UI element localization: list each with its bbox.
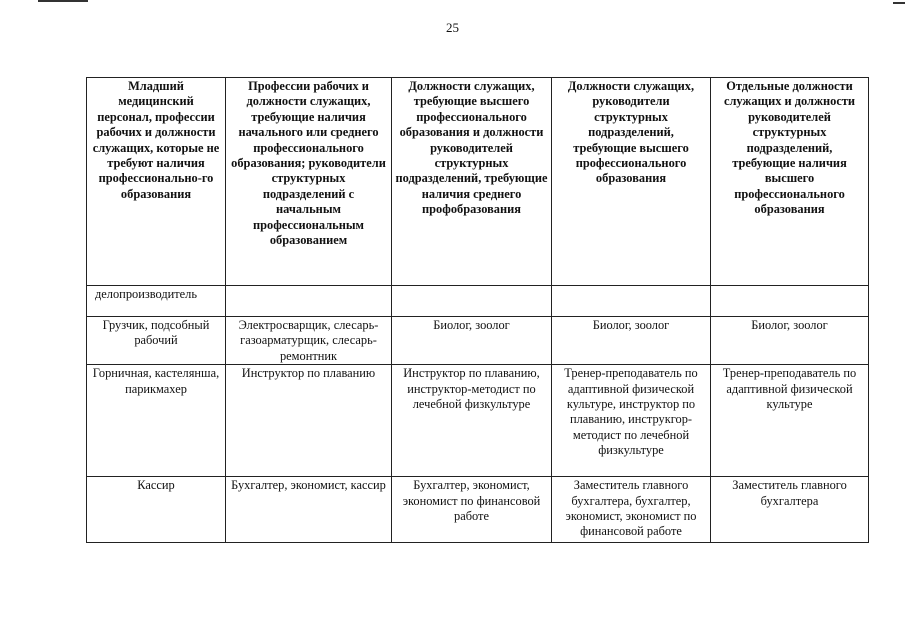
table-header-row	[87, 78, 869, 286]
table-cell: Горничная, кастелянша, парикмахер	[87, 365, 226, 477]
table-cell	[711, 286, 869, 317]
scan-mark-right	[893, 2, 905, 4]
table-cell: Инструктор по плаванию, инструктор-методист по лечебной физкультуре	[392, 365, 552, 477]
table-cell: Заместитель главного бухгалтера, бухгалтер, экономист, экономист по финансовой работе	[552, 477, 711, 543]
header-heads-higher-education: Должности служащих, руководители структурных подразделений, требующие высшего профессионального образования	[552, 78, 711, 286]
table-row	[87, 286, 869, 317]
table-cell: Тренер-преподаватель по адаптивной физической культуре	[711, 365, 869, 477]
table-cell: Заместитель главного бухгалтера	[711, 477, 869, 543]
page-number: 25	[446, 20, 459, 35]
header-junior-staff: Младший медицинский персонал, профессии рабочих и должности служащих, которые не требуют наличия профессионально-го образования	[87, 78, 226, 286]
table-cell: Тренер-преподаватель по адаптивной физической культуре, инструктор по плаванию, инструкгор-методист по лечебной физкультуре	[552, 365, 711, 477]
table-cell: Бухгалтер, экономист, кассир	[226, 477, 392, 543]
table-cell: делопроизводитель	[87, 286, 226, 317]
table-row	[87, 477, 869, 543]
table-cell: Бухгалтер, экономист, экономист по финансовой работе	[392, 477, 552, 543]
header-higher-education-employees: Должности служащих, требующие высшего профессионального образования и должности руководителей структурных подразделений, требующие наличия среднего профобразования	[392, 78, 552, 286]
table-cell: Биолог, зоолог	[392, 317, 552, 365]
scan-mark-left	[38, 0, 88, 2]
table-cell: Электросварщик, слесарь-газоарматурщик, слесарь-ремонтник	[226, 317, 392, 365]
table-cell: Кассир	[87, 477, 226, 543]
table-row	[87, 365, 869, 477]
table-cell: Инструктор по плаванию	[226, 365, 392, 477]
table-cell: Биолог, зоолог	[711, 317, 869, 365]
table-cell: Грузчик, подсобный рабочий	[87, 317, 226, 365]
header-selected-positions: Отдельные должности служащих и должности руководителей структурных подразделений, требующие наличия высшего профессионального образования	[711, 78, 869, 286]
staff-categories-table	[86, 77, 869, 543]
table-cell: Биолог, зоолог	[552, 317, 711, 365]
header-secondary-education: Профессии рабочих и должности служащих, требующие наличия начального или среднего профессионального образования; руководители структурных подразделений с начальным профессиональным образованием	[226, 78, 392, 286]
table-cell	[226, 286, 392, 317]
table-row	[87, 317, 869, 365]
table-cell	[392, 286, 552, 317]
table-cell	[552, 286, 711, 317]
